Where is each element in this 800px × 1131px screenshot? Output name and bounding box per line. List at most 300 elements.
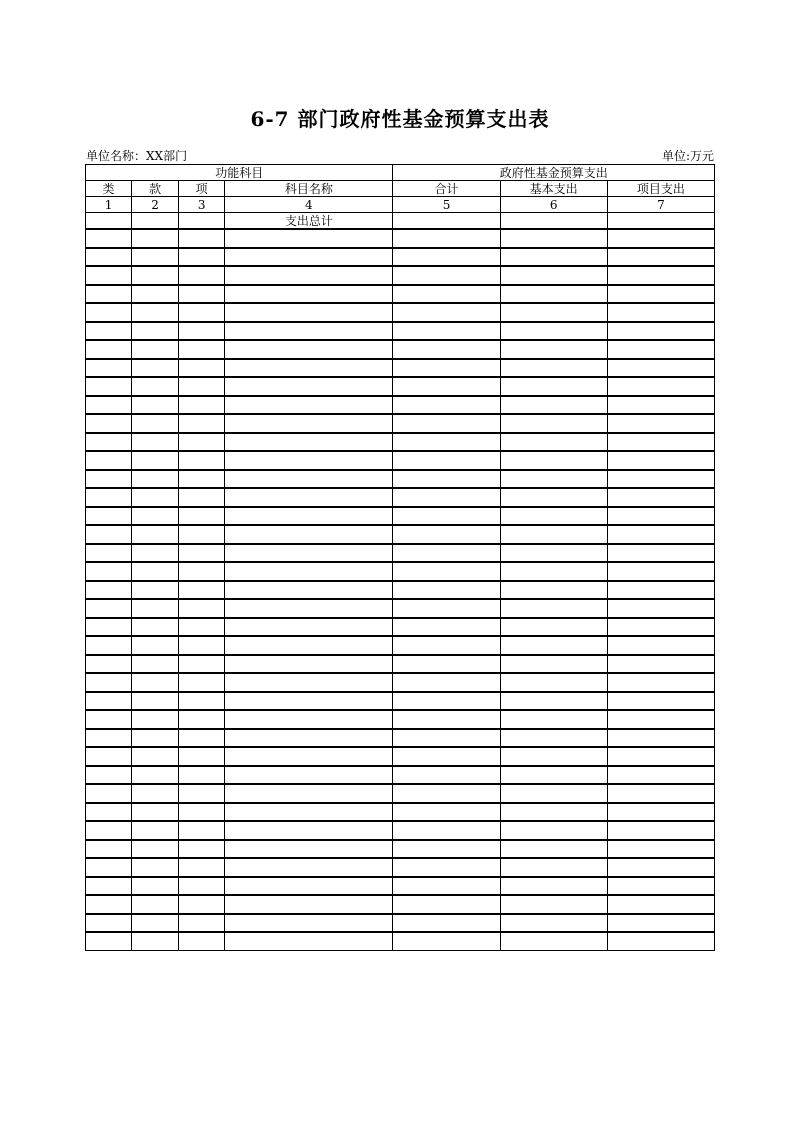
table-cell xyxy=(607,692,714,711)
table-cell xyxy=(500,213,607,230)
table-cell xyxy=(179,747,225,766)
table-cell xyxy=(607,803,714,822)
table-cell xyxy=(225,229,393,248)
column-number: 3 xyxy=(179,197,225,213)
table-cell xyxy=(225,932,393,950)
budget-expenditure-table xyxy=(85,164,715,951)
table-cell xyxy=(86,285,132,304)
table-cell xyxy=(393,655,500,674)
table-cell xyxy=(393,784,500,803)
table-cell xyxy=(393,710,500,729)
table-cell xyxy=(132,858,179,877)
table-cell xyxy=(179,340,225,359)
table-cell xyxy=(225,544,393,563)
header-item: 项 xyxy=(179,181,225,197)
table-cell xyxy=(225,581,393,600)
table-cell xyxy=(500,377,607,396)
table-cell xyxy=(225,821,393,840)
table-cell xyxy=(500,507,607,526)
table-cell xyxy=(225,359,393,378)
table-row xyxy=(86,729,715,748)
table-cell xyxy=(179,858,225,877)
table-cell xyxy=(132,414,179,433)
table-cell xyxy=(179,322,225,341)
table-cell xyxy=(86,840,132,859)
table-cell xyxy=(393,507,500,526)
table-cell xyxy=(86,525,132,544)
table-row xyxy=(86,747,715,766)
table-cell xyxy=(500,710,607,729)
table-cell xyxy=(86,396,132,415)
table-cell xyxy=(179,285,225,304)
table-cell xyxy=(179,710,225,729)
table-cell xyxy=(500,396,607,415)
table-cell xyxy=(225,673,393,692)
column-number-row xyxy=(86,197,715,213)
table-cell xyxy=(607,729,714,748)
table-cell xyxy=(179,932,225,950)
table-cell xyxy=(132,470,179,489)
table-cell xyxy=(607,396,714,415)
table-cell xyxy=(607,710,714,729)
table-cell xyxy=(86,618,132,637)
table-cell xyxy=(607,544,714,563)
table-cell xyxy=(607,213,714,230)
table-row xyxy=(86,932,715,950)
table-cell xyxy=(500,229,607,248)
table-cell xyxy=(132,710,179,729)
table-cell xyxy=(225,766,393,785)
column-number: 1 xyxy=(86,197,132,213)
table-cell xyxy=(607,285,714,304)
table-cell xyxy=(86,248,132,267)
table-cell xyxy=(607,414,714,433)
table-cell xyxy=(132,562,179,581)
table-cell xyxy=(393,840,500,859)
column-number: 4 xyxy=(225,197,393,213)
table-cell xyxy=(86,784,132,803)
table-row xyxy=(86,507,715,526)
table-cell xyxy=(86,433,132,452)
table-cell xyxy=(607,895,714,914)
table-cell xyxy=(500,858,607,877)
table-cell xyxy=(179,544,225,563)
table-cell xyxy=(225,340,393,359)
table-cell xyxy=(86,451,132,470)
table-cell xyxy=(132,692,179,711)
table-row xyxy=(86,229,715,248)
table-cell xyxy=(86,507,132,526)
table-cell xyxy=(500,359,607,378)
column-number: 2 xyxy=(132,197,179,213)
table-row xyxy=(86,599,715,618)
table-cell xyxy=(500,618,607,637)
table-cell xyxy=(86,914,132,933)
table-row xyxy=(86,692,715,711)
table-cell xyxy=(179,803,225,822)
table-cell xyxy=(132,766,179,785)
table-cell xyxy=(500,784,607,803)
table-cell xyxy=(179,377,225,396)
table-cell xyxy=(132,213,179,230)
table-cell xyxy=(225,285,393,304)
table-cell xyxy=(607,784,714,803)
table-cell xyxy=(179,213,225,230)
table-cell xyxy=(393,340,500,359)
table-cell xyxy=(393,285,500,304)
table-row xyxy=(86,821,715,840)
table-cell xyxy=(607,581,714,600)
table-cell xyxy=(179,266,225,285)
table-cell xyxy=(86,895,132,914)
table-cell xyxy=(179,562,225,581)
table-cell xyxy=(393,692,500,711)
table-cell xyxy=(500,433,607,452)
table-cell xyxy=(500,729,607,748)
table-cell xyxy=(225,396,393,415)
table-cell xyxy=(393,932,500,950)
table-cell xyxy=(225,803,393,822)
table-cell xyxy=(393,636,500,655)
table-cell xyxy=(132,821,179,840)
table-cell xyxy=(607,914,714,933)
table-cell xyxy=(225,377,393,396)
table-cell xyxy=(179,525,225,544)
table-cell xyxy=(500,451,607,470)
table-cell xyxy=(393,266,500,285)
table-cell xyxy=(393,451,500,470)
table-cell xyxy=(179,895,225,914)
table-cell xyxy=(500,285,607,304)
table-row xyxy=(86,858,715,877)
header-section: 款 xyxy=(132,181,179,197)
table-cell xyxy=(132,488,179,507)
table-cell xyxy=(86,877,132,896)
table-cell xyxy=(500,266,607,285)
table-cell xyxy=(393,766,500,785)
table-cell xyxy=(132,507,179,526)
table-cell xyxy=(86,414,132,433)
table-cell xyxy=(132,359,179,378)
table-cell xyxy=(132,229,179,248)
table-row xyxy=(86,285,715,304)
table-cell xyxy=(179,488,225,507)
table-cell xyxy=(500,303,607,322)
table-cell xyxy=(500,414,607,433)
table-cell xyxy=(607,248,714,267)
table-row xyxy=(86,895,715,914)
table-cell xyxy=(225,433,393,452)
table-cell xyxy=(225,710,393,729)
table-cell xyxy=(393,433,500,452)
table-cell xyxy=(607,562,714,581)
table-cell xyxy=(607,599,714,618)
table-cell xyxy=(393,803,500,822)
table-cell xyxy=(393,213,500,230)
table-cell xyxy=(132,599,179,618)
table-cell xyxy=(132,303,179,322)
table-cell xyxy=(132,840,179,859)
header-total: 合计 xyxy=(393,181,500,197)
table-cell xyxy=(132,525,179,544)
table-cell xyxy=(393,599,500,618)
table-cell xyxy=(393,858,500,877)
column-number: 7 xyxy=(607,197,714,213)
header-category: 类 xyxy=(86,181,132,197)
table-cell xyxy=(179,784,225,803)
table-row xyxy=(86,618,715,637)
table-cell xyxy=(225,655,393,674)
table-row xyxy=(86,544,715,563)
table-cell xyxy=(393,747,500,766)
table-cell xyxy=(393,488,500,507)
table-cell xyxy=(393,229,500,248)
table-cell xyxy=(132,377,179,396)
table-cell xyxy=(225,692,393,711)
total-row-label: 支出总计 xyxy=(225,213,393,230)
table-cell xyxy=(393,377,500,396)
table-cell xyxy=(225,488,393,507)
table-row xyxy=(86,340,715,359)
table-cell xyxy=(86,213,132,230)
table-cell xyxy=(607,636,714,655)
table-cell xyxy=(86,562,132,581)
table-cell xyxy=(86,747,132,766)
table-cell xyxy=(393,303,500,322)
table-row xyxy=(86,803,715,822)
table-cell xyxy=(225,451,393,470)
table-row xyxy=(86,784,715,803)
table-cell xyxy=(132,877,179,896)
table-cell xyxy=(225,266,393,285)
table-row xyxy=(86,248,715,267)
table-cell xyxy=(132,248,179,267)
table-cell xyxy=(500,803,607,822)
table-cell xyxy=(225,784,393,803)
table-row xyxy=(86,562,715,581)
table-cell xyxy=(132,932,179,950)
table-cell xyxy=(607,655,714,674)
table-cell xyxy=(179,396,225,415)
table-cell xyxy=(500,692,607,711)
table-cell xyxy=(132,729,179,748)
table-cell xyxy=(607,525,714,544)
table-cell xyxy=(179,507,225,526)
table-cell xyxy=(500,636,607,655)
group-header-fund-expenditure: 政府性基金预算支出 xyxy=(393,165,715,181)
table-cell xyxy=(225,858,393,877)
table-cell xyxy=(500,599,607,618)
table-cell xyxy=(500,340,607,359)
table-cell xyxy=(132,581,179,600)
table-cell xyxy=(500,525,607,544)
table-cell xyxy=(179,618,225,637)
header-project-expenditure: 项目支出 xyxy=(607,181,714,197)
table-cell xyxy=(607,488,714,507)
table-cell xyxy=(225,248,393,267)
table-cell xyxy=(225,470,393,489)
table-cell xyxy=(132,433,179,452)
column-number: 5 xyxy=(393,197,500,213)
table-row xyxy=(86,636,715,655)
table-cell xyxy=(500,562,607,581)
table-cell xyxy=(607,359,714,378)
table-cell xyxy=(500,673,607,692)
column-number: 6 xyxy=(500,197,607,213)
table-cell xyxy=(225,729,393,748)
table-row xyxy=(86,710,715,729)
table-cell xyxy=(393,414,500,433)
table-cell xyxy=(500,840,607,859)
table-cell xyxy=(607,266,714,285)
table-cell xyxy=(500,248,607,267)
table-row xyxy=(86,377,715,396)
table-cell xyxy=(607,377,714,396)
table-cell xyxy=(132,784,179,803)
table-cell xyxy=(607,322,714,341)
table-cell xyxy=(607,821,714,840)
table-cell xyxy=(86,766,132,785)
table-cell xyxy=(225,599,393,618)
table-cell xyxy=(132,914,179,933)
table-cell xyxy=(86,729,132,748)
table-cell xyxy=(225,636,393,655)
table-cell xyxy=(179,821,225,840)
table-cell xyxy=(86,359,132,378)
table-cell xyxy=(179,877,225,896)
table-cell xyxy=(179,451,225,470)
table-cell xyxy=(132,673,179,692)
table-cell xyxy=(179,433,225,452)
table-cell xyxy=(500,470,607,489)
table-cell xyxy=(607,877,714,896)
table-cell xyxy=(393,544,500,563)
table-cell xyxy=(86,673,132,692)
table-cell xyxy=(179,470,225,489)
table-cell xyxy=(225,618,393,637)
table-cell xyxy=(132,655,179,674)
table-cell xyxy=(607,858,714,877)
table-cell xyxy=(500,766,607,785)
table-cell xyxy=(179,840,225,859)
table-row xyxy=(86,525,715,544)
table-cell xyxy=(500,581,607,600)
table-cell xyxy=(179,636,225,655)
table-cell xyxy=(500,877,607,896)
table-row xyxy=(86,433,715,452)
table-cell xyxy=(86,581,132,600)
table-cell xyxy=(179,766,225,785)
table-cell xyxy=(179,729,225,748)
table-cell xyxy=(393,821,500,840)
table-row xyxy=(86,396,715,415)
table-cell xyxy=(607,747,714,766)
table-cell xyxy=(393,396,500,415)
table-cell xyxy=(179,229,225,248)
table-cell xyxy=(86,488,132,507)
table-cell xyxy=(179,692,225,711)
table-cell xyxy=(393,895,500,914)
table-cell xyxy=(225,525,393,544)
table-row xyxy=(86,673,715,692)
table-cell xyxy=(132,285,179,304)
header-basic-expenditure: 基本支出 xyxy=(500,181,607,197)
table-row xyxy=(86,303,715,322)
table-cell xyxy=(607,340,714,359)
table-cell xyxy=(393,673,500,692)
page-title: 6-7 部门政府性基金预算支出表 xyxy=(250,107,550,131)
table-cell xyxy=(393,729,500,748)
table-cell xyxy=(225,914,393,933)
table-cell xyxy=(179,673,225,692)
table-cell xyxy=(225,895,393,914)
table-cell xyxy=(500,488,607,507)
table-cell xyxy=(86,821,132,840)
table-row xyxy=(86,451,715,470)
table-row xyxy=(86,266,715,285)
table-cell xyxy=(393,359,500,378)
unit-name-label: 单位名称：XX部门 xyxy=(86,149,188,163)
table-cell xyxy=(86,266,132,285)
table-row xyxy=(86,914,715,933)
unit-label: 单位:万元 xyxy=(661,149,714,163)
table-cell xyxy=(179,303,225,322)
table-cell xyxy=(225,562,393,581)
table-cell xyxy=(86,858,132,877)
table-cell xyxy=(393,322,500,341)
table-row xyxy=(86,470,715,489)
table-cell xyxy=(607,433,714,452)
table-cell xyxy=(607,932,714,950)
table-cell xyxy=(86,599,132,618)
table-cell xyxy=(500,914,607,933)
column-header-row xyxy=(86,181,715,197)
table-cell xyxy=(500,821,607,840)
table-cell xyxy=(225,507,393,526)
table-cell xyxy=(132,396,179,415)
table-cell xyxy=(179,581,225,600)
table-row xyxy=(86,766,715,785)
table-cell xyxy=(179,599,225,618)
table-cell xyxy=(86,322,132,341)
table-cell xyxy=(607,840,714,859)
table-cell xyxy=(132,747,179,766)
table-cell xyxy=(500,655,607,674)
group-header-functional-subject: 功能科目 xyxy=(86,165,393,181)
table-cell xyxy=(132,266,179,285)
table-cell xyxy=(393,562,500,581)
table-cell xyxy=(86,692,132,711)
table-cell xyxy=(179,359,225,378)
table-cell xyxy=(393,581,500,600)
table-cell xyxy=(132,544,179,563)
table-cell xyxy=(86,803,132,822)
table-cell xyxy=(132,636,179,655)
table-row xyxy=(86,840,715,859)
table-cell xyxy=(607,451,714,470)
total-row xyxy=(86,213,715,230)
table-cell xyxy=(86,470,132,489)
header-subject-name: 科目名称 xyxy=(225,181,393,197)
table-cell xyxy=(607,766,714,785)
table-cell xyxy=(86,303,132,322)
table-cell xyxy=(132,340,179,359)
table-cell xyxy=(132,803,179,822)
table-cell xyxy=(132,618,179,637)
table-cell xyxy=(393,470,500,489)
table-cell xyxy=(500,932,607,950)
table-cell xyxy=(86,340,132,359)
